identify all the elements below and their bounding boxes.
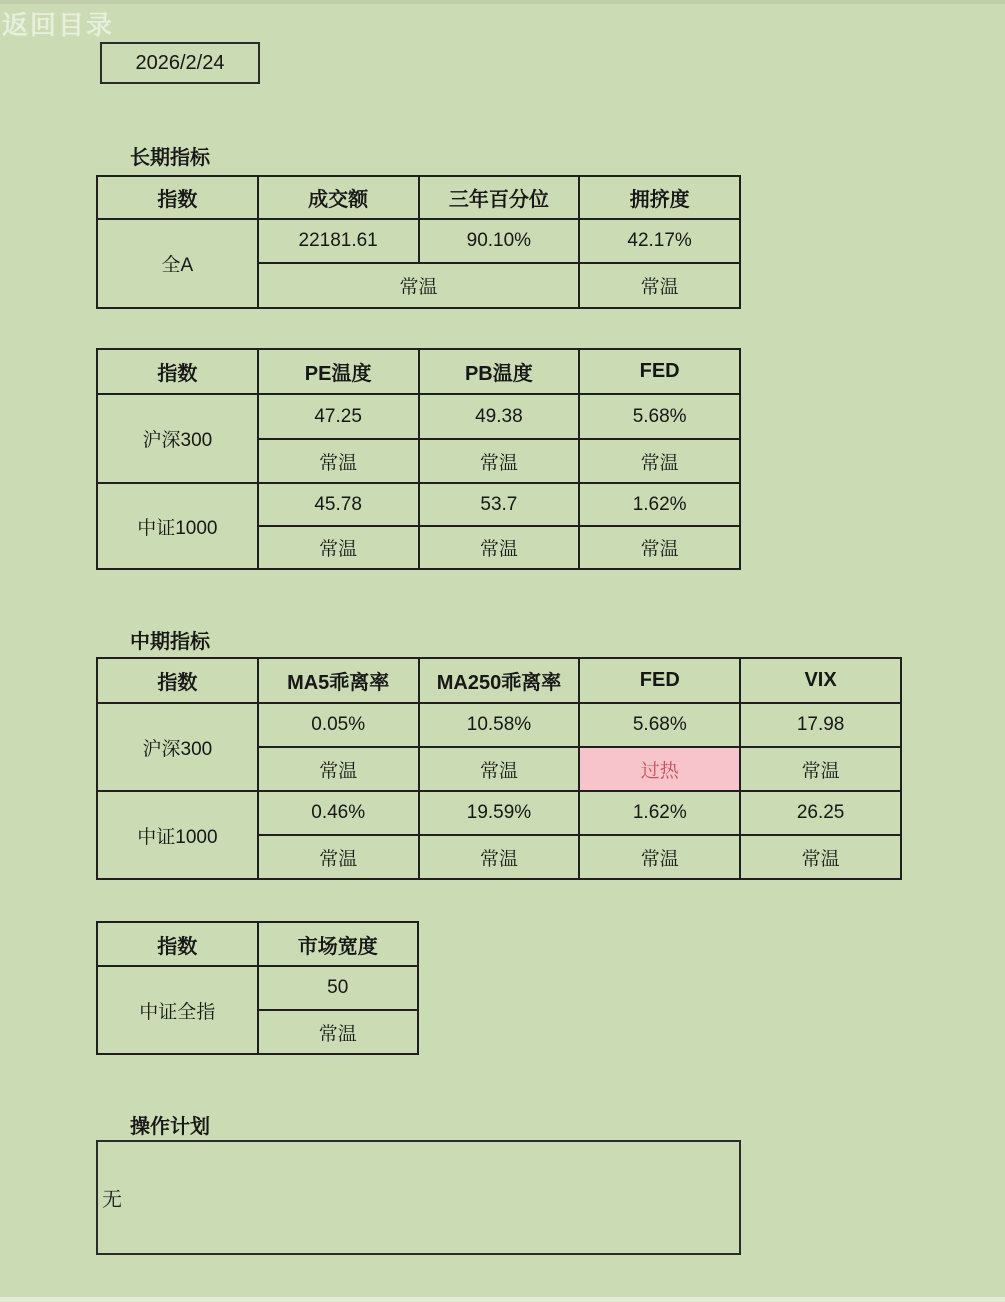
valuation-table (96, 348, 741, 570)
cell-hs300-pe[interactable]: 47.25 (258, 394, 419, 439)
cell-alla-turnover[interactable]: 22181.61 (258, 219, 419, 263)
header-market-breadth[interactable]: 市场宽度 (258, 922, 419, 966)
status-csi1000-fed[interactable]: 常温 (579, 835, 740, 879)
status-alla-crowding[interactable]: 常温 (579, 263, 740, 308)
index-label-csi1000[interactable]: 中证1000 (97, 791, 258, 879)
cell-hs300-fed[interactable]: 5.68% (579, 394, 740, 439)
header-3y-percentile[interactable]: 三年百分位 (419, 176, 580, 219)
header-turnover[interactable]: 成交额 (258, 176, 419, 219)
index-label-csi-all[interactable]: 中证全指 (97, 966, 258, 1054)
breadth-table (96, 921, 419, 1055)
index-label-hs300[interactable]: 沪深300 (97, 394, 258, 483)
status-hs300-vix[interactable]: 常温 (740, 747, 901, 791)
status-csi1000-pb[interactable]: 常温 (419, 526, 580, 569)
status-csi1000-vix[interactable]: 常温 (740, 835, 901, 879)
longterm-table (96, 175, 741, 309)
status-csi1000-ma250[interactable]: 常温 (419, 835, 580, 879)
header-index[interactable]: 指数 (97, 349, 258, 394)
header-vix[interactable]: VIX (740, 658, 901, 703)
midterm-section-title: 中期指标 (130, 631, 210, 653)
header-index[interactable]: 指数 (97, 922, 258, 966)
status-alla-merged[interactable]: 常温 (258, 263, 580, 308)
status-hs300-fed[interactable]: 常温 (579, 439, 740, 483)
cell-alla-crowding[interactable]: 42.17% (579, 219, 740, 263)
cell-hs300-ma250[interactable]: 10.58% (419, 703, 580, 747)
header-index[interactable]: 指数 (97, 658, 258, 703)
header-fed[interactable]: FED (579, 349, 740, 394)
cell-csi1000-pe[interactable]: 45.78 (258, 483, 419, 526)
status-hs300-pb[interactable]: 常温 (419, 439, 580, 483)
header-pe-temp[interactable]: PE温度 (258, 349, 419, 394)
cell-hs300-fed[interactable]: 5.68% (579, 703, 740, 747)
cell-csi1000-ma5[interactable]: 0.46% (258, 791, 419, 835)
cell-hs300-pb[interactable]: 49.38 (419, 394, 580, 439)
index-label-csi1000[interactable]: 中证1000 (97, 483, 258, 569)
cell-csi1000-fed[interactable]: 1.62% (579, 791, 740, 835)
date-cell[interactable]: 2026/2/24 (100, 42, 260, 84)
cell-csi1000-ma250[interactable]: 19.59% (419, 791, 580, 835)
cell-csi1000-fed[interactable]: 1.62% (579, 483, 740, 526)
back-to-catalog-link[interactable]: 返回目录 (2, 10, 115, 40)
index-label-hs300[interactable]: 沪深300 (97, 703, 258, 791)
longterm-section-title: 长期指标 (130, 147, 210, 169)
header-pb-temp[interactable]: PB温度 (419, 349, 580, 394)
header-index[interactable]: 指数 (97, 176, 258, 219)
cell-alla-percentile[interactable]: 90.10% (419, 219, 580, 263)
status-hs300-fed-overheat[interactable]: 过热 (579, 747, 740, 791)
status-csi1000-pe[interactable]: 常温 (258, 526, 419, 569)
status-hs300-pe[interactable]: 常温 (258, 439, 419, 483)
status-hs300-ma5[interactable]: 常温 (258, 747, 419, 791)
midterm-table (96, 657, 902, 880)
page-top-edge (0, 0, 1005, 4)
cell-hs300-vix[interactable]: 17.98 (740, 703, 901, 747)
cell-csi-all-breadth[interactable]: 50 (258, 966, 419, 1010)
status-csi1000-fed[interactable]: 常温 (579, 526, 740, 569)
page-bottom-edge (0, 1297, 1005, 1302)
header-crowding[interactable]: 拥挤度 (579, 176, 740, 219)
operation-plan-box[interactable]: 无 (96, 1140, 741, 1255)
status-hs300-ma250[interactable]: 常温 (419, 747, 580, 791)
plan-section-title: 操作计划 (130, 1116, 210, 1138)
status-csi1000-ma5[interactable]: 常温 (258, 835, 419, 879)
cell-hs300-ma5[interactable]: 0.05% (258, 703, 419, 747)
header-ma250-bias[interactable]: MA250乖离率 (419, 658, 580, 703)
header-ma5-bias[interactable]: MA5乖离率 (258, 658, 419, 703)
cell-csi1000-vix[interactable]: 26.25 (740, 791, 901, 835)
status-csi-all-breadth[interactable]: 常温 (258, 1010, 419, 1054)
index-label-alla[interactable]: 全A (97, 219, 258, 308)
cell-csi1000-pb[interactable]: 53.7 (419, 483, 580, 526)
header-fed[interactable]: FED (579, 658, 740, 703)
